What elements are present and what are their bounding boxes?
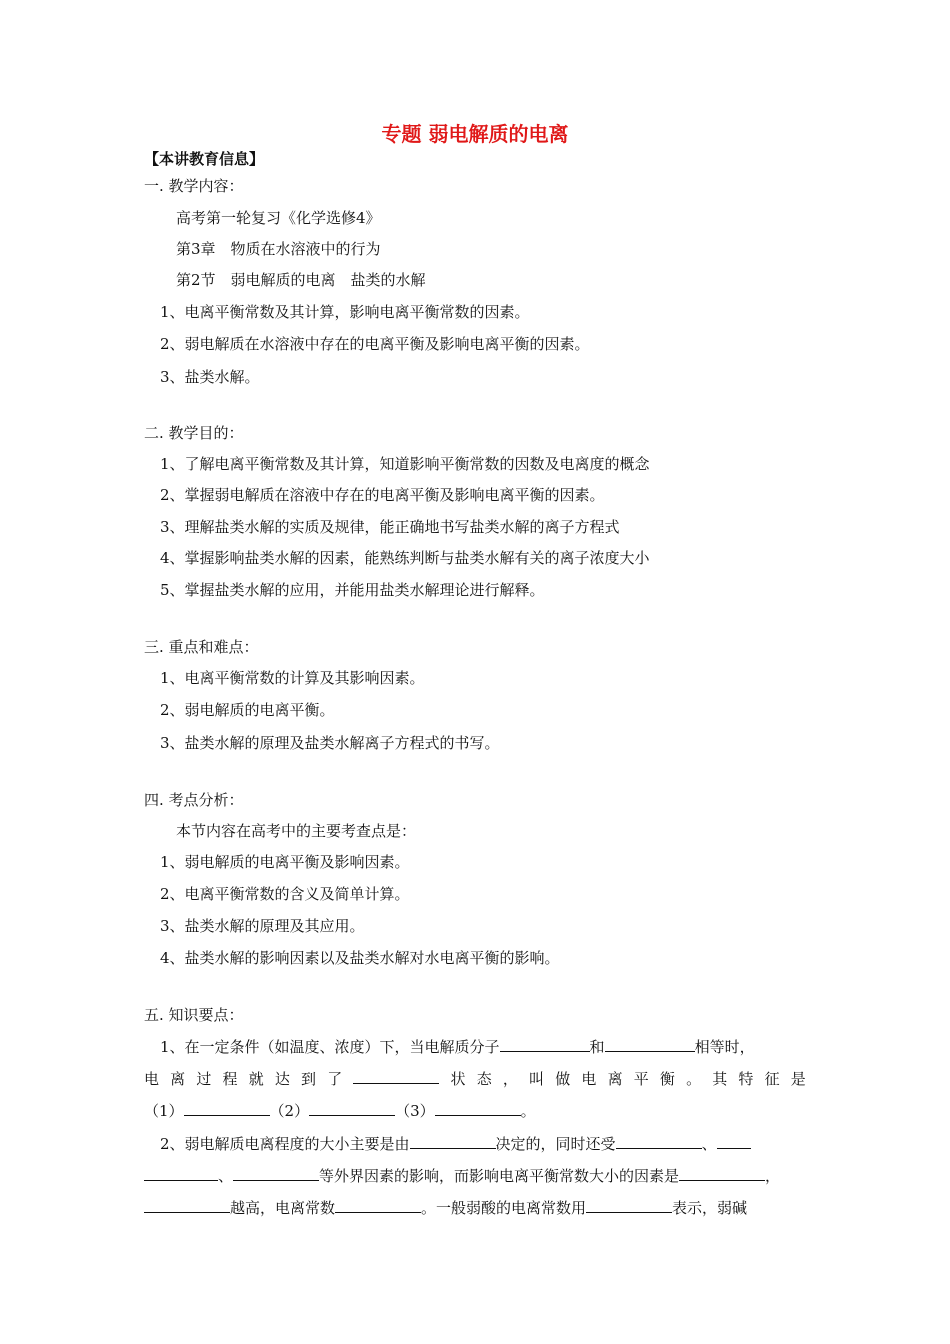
text-fragment: 。	[520, 1102, 536, 1120]
text-fragment: （2）	[269, 1102, 310, 1120]
fill-blank[interactable]	[586, 1198, 672, 1213]
intro-line: 第3章 物质在水溶液中的行为	[176, 240, 381, 258]
list-item: 5、掌握盐类水解的应用，并能用盐类水解理论进行解释。	[160, 581, 545, 599]
intro-line: 高考第一轮复习《化学选修4》	[176, 209, 381, 227]
fill-blank[interactable]	[335, 1198, 421, 1213]
section-heading-1: 一. 教学内容：	[144, 177, 244, 195]
text-fragment: 、	[218, 1167, 234, 1185]
intro-line: 第2节 弱电解质的电离 盐类的水解	[176, 271, 426, 289]
fill-blank[interactable]	[679, 1166, 765, 1181]
text-fragment: 叫	[529, 1070, 545, 1088]
text-fragment: 相等时，	[694, 1038, 755, 1056]
list-item: 2、掌握弱电解质在溶液中存在的电离平衡及影响电离平衡的因素。	[160, 486, 605, 504]
list-item: 1、了解电离平衡常数及其计算，知道影响平衡常数的因数及电离度的概念	[160, 455, 650, 473]
text-fragment: 1、在一定条件（如温度、浓度）下，当电解质分子	[160, 1038, 500, 1056]
text-fragment: 程	[222, 1070, 238, 1088]
list-item: 3、盐类水解的原理及其应用。	[160, 917, 365, 935]
text-fragment: 平	[633, 1070, 649, 1088]
fill-blank[interactable]	[717, 1134, 751, 1149]
text-fragment: 到	[301, 1070, 317, 1088]
text-fragment: 离	[170, 1070, 186, 1088]
list-item: 1、电离平衡常数的计算及其影响因素。	[160, 669, 425, 687]
text-fragment: 达	[274, 1070, 290, 1088]
text-fragment: 电	[144, 1070, 160, 1088]
paragraph-line	[144, 1101, 536, 1121]
paragraph-line	[160, 1134, 751, 1154]
list-item: 3、盐类水解的原理及盐类水解离子方程式的书写。	[160, 734, 500, 752]
text-fragment: 离	[607, 1070, 623, 1088]
fill-blank[interactable]	[353, 1069, 439, 1084]
text-fragment: 越高，电离常数	[230, 1199, 336, 1217]
text-fragment: 、	[701, 1135, 717, 1153]
text-fragment: 。一般弱酸的电离常数用	[421, 1199, 587, 1217]
fill-blank[interactable]	[144, 1198, 230, 1213]
paragraph-line	[144, 1166, 780, 1186]
text-fragment: 是	[790, 1070, 806, 1088]
fill-blank[interactable]	[616, 1134, 702, 1149]
section-heading-2: 二. 教学目的：	[144, 424, 244, 442]
fill-blank[interactable]	[500, 1037, 590, 1052]
paragraph-line-justified	[144, 1069, 806, 1089]
section-heading-3: 三. 重点和难点：	[144, 638, 259, 656]
text-fragment: 了	[327, 1070, 343, 1088]
fill-blank[interactable]	[435, 1101, 521, 1116]
list-item: 2、电离平衡常数的含义及简单计算。	[160, 885, 410, 903]
text-fragment: （1）	[144, 1102, 184, 1120]
text-fragment: 特	[738, 1070, 754, 1088]
list-item: 3、盐类水解。	[160, 368, 260, 386]
fill-blank[interactable]	[605, 1037, 695, 1052]
list-item: 2、弱电解质的电离平衡。	[160, 701, 335, 719]
text-fragment: ，	[765, 1167, 781, 1185]
text-fragment: 状	[450, 1070, 466, 1088]
list-item: 1、电离平衡常数及其计算，影响电离平衡常数的因素。	[160, 303, 530, 321]
paragraph-line	[144, 1198, 747, 1218]
list-item: 1、弱电解质的电离平衡及影响因素。	[160, 853, 410, 871]
list-item: 2、弱电解质在水溶液中存在的电离平衡及影响电离平衡的因素。	[160, 335, 590, 353]
page-title: 专题 弱电解质的电离	[381, 122, 569, 146]
text-fragment: 决定的，同时还受	[495, 1135, 616, 1153]
fill-blank[interactable]	[309, 1101, 395, 1116]
text-fragment: 表示，弱碱	[672, 1199, 748, 1217]
text-fragment: 。	[686, 1070, 702, 1088]
paragraph-line	[160, 1037, 755, 1057]
info-header: 【本讲教育信息】	[144, 150, 265, 168]
text-fragment: 做	[555, 1070, 571, 1088]
text-fragment: ，	[502, 1070, 518, 1088]
fill-blank[interactable]	[184, 1101, 270, 1116]
section-heading-4: 四. 考点分析：	[144, 791, 244, 809]
list-item: 4、掌握影响盐类水解的因素，能熟练判断与盐类水解有关的离子浓度大小	[160, 549, 650, 567]
list-item: 3、理解盐类水解的实质及规律，能正确地书写盐类水解的离子方程式	[160, 518, 620, 536]
intro-line: 本节内容在高考中的主要考查点是：	[176, 822, 417, 840]
text-fragment: （3）	[395, 1102, 435, 1120]
text-fragment: 和	[589, 1038, 605, 1056]
text-fragment: 态	[476, 1070, 492, 1088]
text-fragment: 衡	[659, 1070, 675, 1088]
fill-blank[interactable]	[410, 1134, 496, 1149]
text-fragment: 2、弱电解质电离程度的大小主要是由	[160, 1135, 410, 1153]
section-heading-5: 五. 知识要点：	[144, 1006, 244, 1024]
fill-blank[interactable]	[144, 1166, 218, 1181]
text-fragment: 过	[196, 1070, 212, 1088]
list-item: 4、盐类水解的影响因素以及盐类水解对水电离平衡的影响。	[160, 949, 560, 967]
text-fragment: 就	[248, 1070, 264, 1088]
text-fragment: 电	[581, 1070, 597, 1088]
text-fragment: 其	[712, 1070, 728, 1088]
text-fragment: 等外界因素的影响，而影响电离平衡常数大小的因素是	[319, 1167, 680, 1185]
text-fragment: 征	[764, 1070, 780, 1088]
fill-blank[interactable]	[233, 1166, 319, 1181]
